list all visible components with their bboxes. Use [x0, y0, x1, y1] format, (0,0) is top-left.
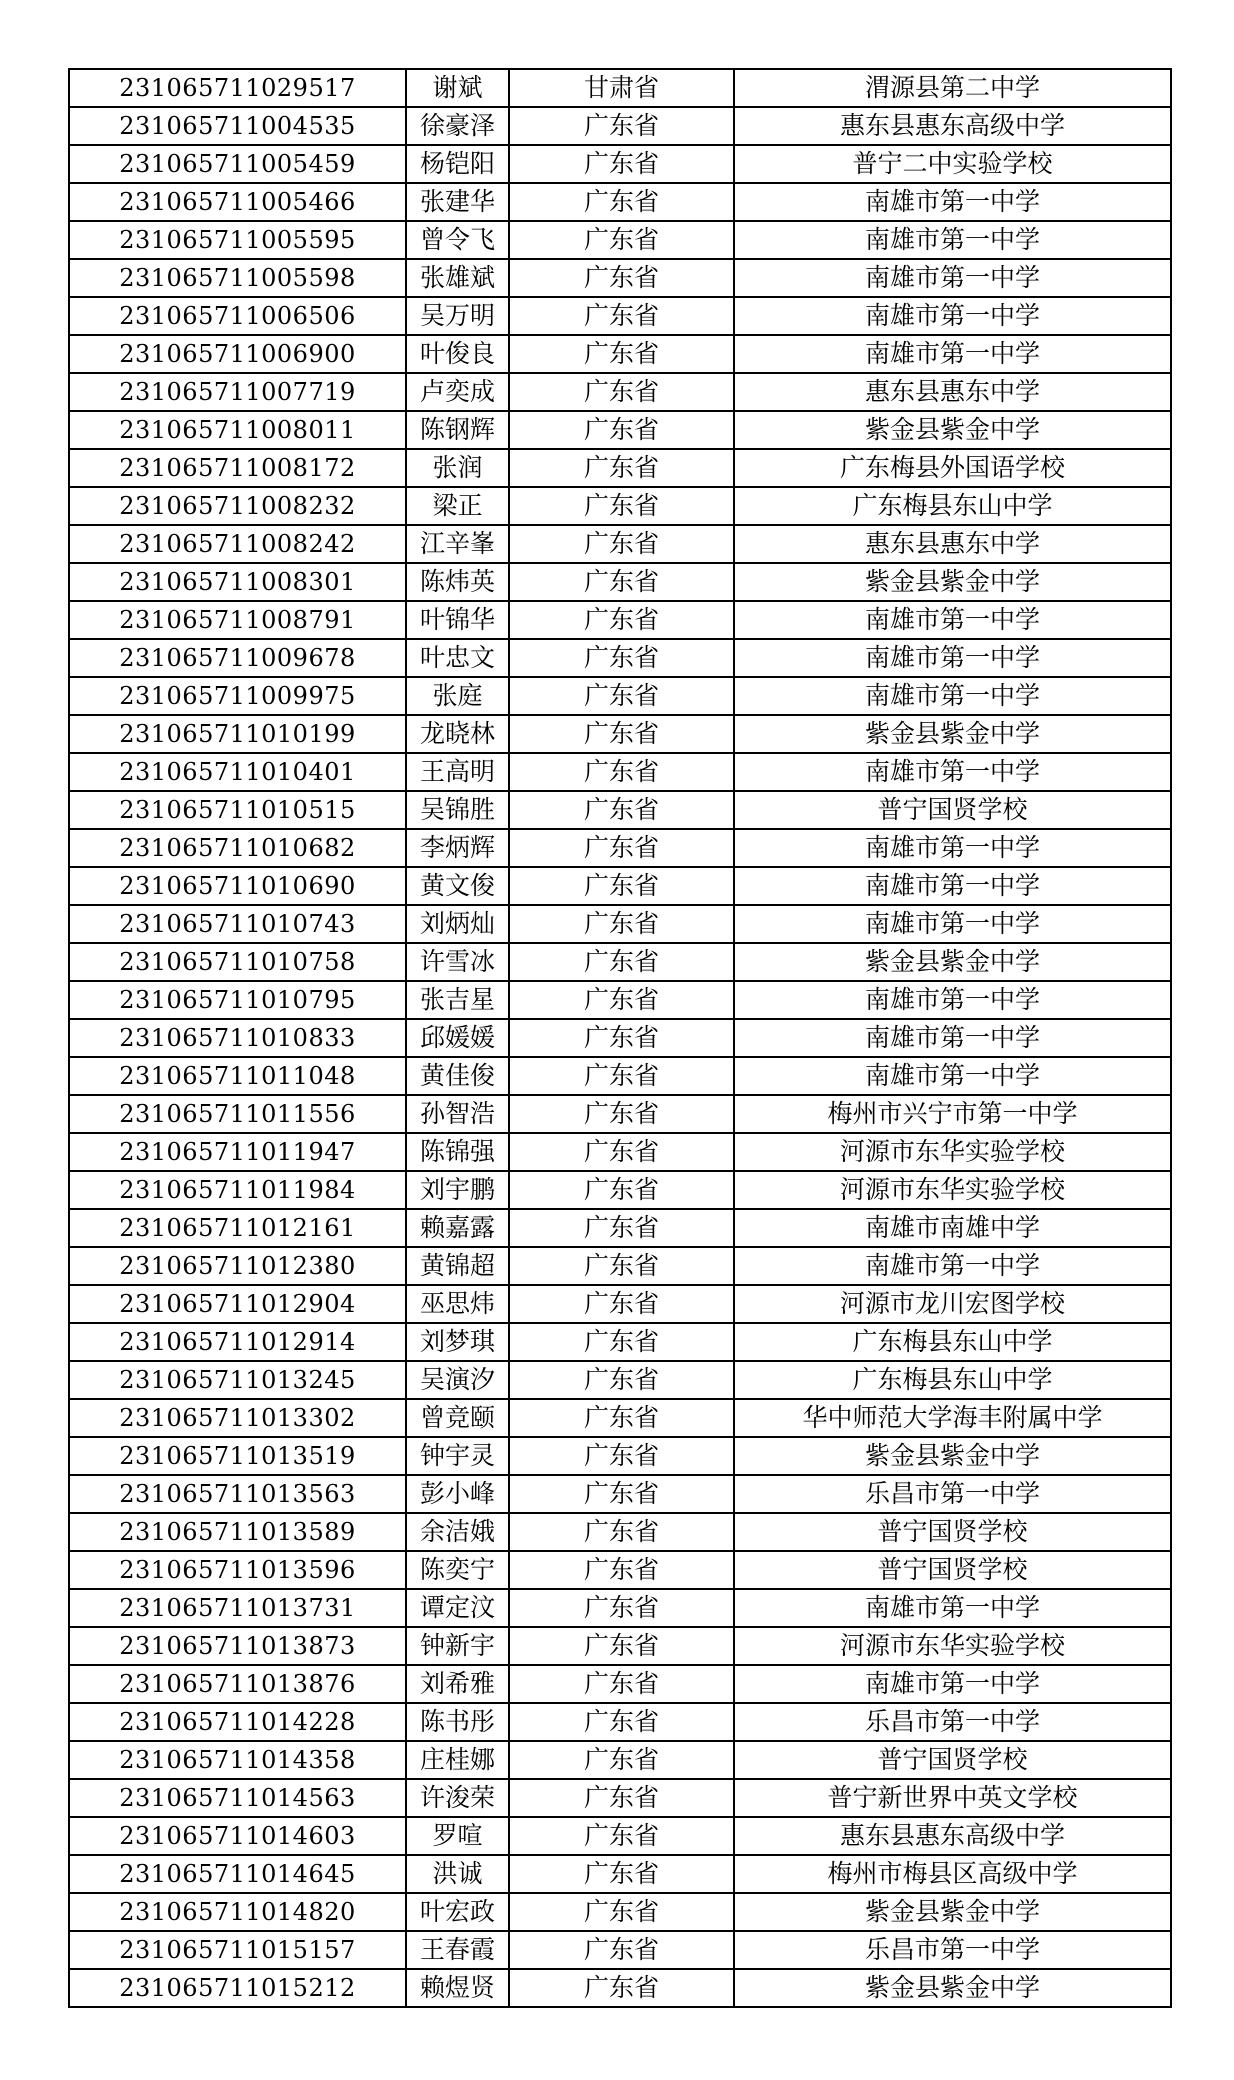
student-name-cell: 陈炜英 — [406, 563, 509, 601]
student-name-cell: 梁正 — [406, 487, 509, 525]
table-row — [69, 1399, 1171, 1437]
school-name-cell: 南雄市南雄中学 — [734, 1209, 1171, 1247]
student-name-cell: 刘梦琪 — [406, 1323, 509, 1361]
table-row — [69, 1855, 1171, 1893]
table-row — [69, 1741, 1171, 1779]
table-row — [69, 1475, 1171, 1513]
student-name-cell: 罗喧 — [406, 1817, 509, 1855]
province-cell: 广东省 — [509, 715, 734, 753]
candidate-id-cell: 231065711013731 — [69, 1589, 406, 1627]
table-row — [69, 829, 1171, 867]
province-cell: 广东省 — [509, 1589, 734, 1627]
school-name-cell: 普宁国贤学校 — [734, 791, 1171, 829]
table-row — [69, 1361, 1171, 1399]
school-name-cell: 南雄市第一中学 — [734, 183, 1171, 221]
school-name-cell: 南雄市第一中学 — [734, 829, 1171, 867]
student-name-cell: 吴演汐 — [406, 1361, 509, 1399]
province-cell: 广东省 — [509, 1019, 734, 1057]
province-cell: 广东省 — [509, 1133, 734, 1171]
candidate-id-cell: 231065711013563 — [69, 1475, 406, 1513]
candidate-id-cell: 231065711010515 — [69, 791, 406, 829]
candidate-id-cell: 231065711014820 — [69, 1893, 406, 1931]
province-cell: 广东省 — [509, 107, 734, 145]
school-name-cell: 普宁国贤学校 — [734, 1551, 1171, 1589]
table-row — [69, 1513, 1171, 1551]
province-cell: 广东省 — [509, 867, 734, 905]
province-cell: 广东省 — [509, 525, 734, 563]
province-cell: 广东省 — [509, 1665, 734, 1703]
student-name-cell: 杨铠阳 — [406, 145, 509, 183]
candidate-id-cell: 231065711029517 — [69, 69, 406, 107]
school-name-cell: 普宁国贤学校 — [734, 1741, 1171, 1779]
student-name-cell: 刘希雅 — [406, 1665, 509, 1703]
table-row — [69, 1057, 1171, 1095]
table-row — [69, 1893, 1171, 1931]
table-row — [69, 221, 1171, 259]
student-name-cell: 王高明 — [406, 753, 509, 791]
table-row — [69, 715, 1171, 753]
table-row — [69, 1133, 1171, 1171]
table-row — [69, 297, 1171, 335]
student-name-cell: 王春霞 — [406, 1931, 509, 1969]
school-name-cell: 紫金县紫金中学 — [734, 411, 1171, 449]
candidate-id-cell: 231065711015212 — [69, 1969, 406, 2007]
school-name-cell: 南雄市第一中学 — [734, 297, 1171, 335]
table-row — [69, 107, 1171, 145]
school-name-cell: 南雄市第一中学 — [734, 259, 1171, 297]
school-name-cell: 普宁国贤学校 — [734, 1513, 1171, 1551]
candidate-id-cell: 231065711014358 — [69, 1741, 406, 1779]
candidate-id-cell: 231065711005595 — [69, 221, 406, 259]
student-name-cell: 彭小峰 — [406, 1475, 509, 1513]
student-name-cell: 曾竞颐 — [406, 1399, 509, 1437]
province-cell: 广东省 — [509, 449, 734, 487]
province-cell: 广东省 — [509, 1741, 734, 1779]
student-name-cell: 孙智浩 — [406, 1095, 509, 1133]
student-name-cell: 刘宇鹏 — [406, 1171, 509, 1209]
student-name-cell: 吴锦胜 — [406, 791, 509, 829]
school-name-cell: 乐昌市第一中学 — [734, 1931, 1171, 1969]
table-row — [69, 69, 1171, 107]
table-row — [69, 1323, 1171, 1361]
school-name-cell: 紫金县紫金中学 — [734, 1437, 1171, 1475]
province-cell: 广东省 — [509, 563, 734, 601]
student-name-cell: 李炳辉 — [406, 829, 509, 867]
candidate-id-cell: 231065711011556 — [69, 1095, 406, 1133]
student-name-cell: 钟宇灵 — [406, 1437, 509, 1475]
candidate-id-cell: 231065711013302 — [69, 1399, 406, 1437]
province-cell: 甘肃省 — [509, 69, 734, 107]
candidate-id-cell: 231065711010401 — [69, 753, 406, 791]
student-name-cell: 张吉星 — [406, 981, 509, 1019]
candidate-id-cell: 231065711013519 — [69, 1437, 406, 1475]
school-name-cell: 南雄市第一中学 — [734, 1247, 1171, 1285]
candidate-id-cell: 231065711012904 — [69, 1285, 406, 1323]
table-row — [69, 1589, 1171, 1627]
student-name-cell: 庄桂娜 — [406, 1741, 509, 1779]
table-row — [69, 981, 1171, 1019]
student-name-cell: 张庭 — [406, 677, 509, 715]
table-row — [69, 1209, 1171, 1247]
province-cell: 广东省 — [509, 1513, 734, 1551]
table-row — [69, 1665, 1171, 1703]
table-row — [69, 905, 1171, 943]
candidate-id-cell: 231065711008791 — [69, 601, 406, 639]
student-name-cell: 赖嘉露 — [406, 1209, 509, 1247]
student-name-cell: 江辛峯 — [406, 525, 509, 563]
table-row — [69, 753, 1171, 791]
province-cell: 广东省 — [509, 677, 734, 715]
candidate-id-cell: 231065711004535 — [69, 107, 406, 145]
candidate-id-cell: 231065711014228 — [69, 1703, 406, 1741]
table-row — [69, 183, 1171, 221]
province-cell: 广东省 — [509, 601, 734, 639]
table-row — [69, 373, 1171, 411]
table-row — [69, 411, 1171, 449]
school-name-cell: 紫金县紫金中学 — [734, 715, 1171, 753]
table-row — [69, 1247, 1171, 1285]
candidate-id-cell: 231065711010743 — [69, 905, 406, 943]
school-name-cell: 南雄市第一中学 — [734, 905, 1171, 943]
province-cell: 广东省 — [509, 1779, 734, 1817]
school-name-cell: 紫金县紫金中学 — [734, 1893, 1171, 1931]
candidate-id-cell: 231065711008172 — [69, 449, 406, 487]
student-name-cell: 陈奕宁 — [406, 1551, 509, 1589]
candidate-id-cell: 231065711012914 — [69, 1323, 406, 1361]
student-name-cell: 巫思炜 — [406, 1285, 509, 1323]
province-cell: 广东省 — [509, 297, 734, 335]
student-name-cell: 张雄斌 — [406, 259, 509, 297]
school-name-cell: 南雄市第一中学 — [734, 1665, 1171, 1703]
student-name-cell: 徐豪泽 — [406, 107, 509, 145]
candidate-id-cell: 231065711005466 — [69, 183, 406, 221]
candidate-id-cell: 231065711005598 — [69, 259, 406, 297]
student-name-cell: 黄锦超 — [406, 1247, 509, 1285]
candidate-id-cell: 231065711009678 — [69, 639, 406, 677]
candidate-id-cell: 231065711008232 — [69, 487, 406, 525]
table-row — [69, 601, 1171, 639]
province-cell: 广东省 — [509, 1095, 734, 1133]
table-row — [69, 1095, 1171, 1133]
table-row — [69, 1627, 1171, 1665]
school-name-cell: 紫金县紫金中学 — [734, 943, 1171, 981]
school-name-cell: 广东梅县外国语学校 — [734, 449, 1171, 487]
school-name-cell: 南雄市第一中学 — [734, 867, 1171, 905]
candidate-id-cell: 231065711010833 — [69, 1019, 406, 1057]
candidate-id-cell: 231065711014603 — [69, 1817, 406, 1855]
province-cell: 广东省 — [509, 1285, 734, 1323]
table-row — [69, 259, 1171, 297]
province-cell: 广东省 — [509, 981, 734, 1019]
candidate-id-cell: 231065711007719 — [69, 373, 406, 411]
province-cell: 广东省 — [509, 1475, 734, 1513]
province-cell: 广东省 — [509, 183, 734, 221]
candidate-id-cell: 231065711011048 — [69, 1057, 406, 1095]
table-row — [69, 487, 1171, 525]
table-row — [69, 1703, 1171, 1741]
province-cell: 广东省 — [509, 639, 734, 677]
province-cell: 广东省 — [509, 1323, 734, 1361]
province-cell: 广东省 — [509, 221, 734, 259]
table-row — [69, 677, 1171, 715]
student-name-cell: 叶宏政 — [406, 1893, 509, 1931]
candidate-id-cell: 231065711005459 — [69, 145, 406, 183]
school-name-cell: 惠东县惠东高级中学 — [734, 1817, 1171, 1855]
candidate-id-cell: 231065711012380 — [69, 1247, 406, 1285]
school-name-cell: 南雄市第一中学 — [734, 677, 1171, 715]
candidate-id-cell: 231065711012161 — [69, 1209, 406, 1247]
school-name-cell: 南雄市第一中学 — [734, 221, 1171, 259]
province-cell: 广东省 — [509, 1209, 734, 1247]
school-name-cell: 南雄市第一中学 — [734, 335, 1171, 373]
table-row — [69, 1551, 1171, 1589]
province-cell: 广东省 — [509, 1437, 734, 1475]
school-name-cell: 乐昌市第一中学 — [734, 1475, 1171, 1513]
province-cell: 广东省 — [509, 411, 734, 449]
student-list-table — [68, 68, 1172, 2008]
province-cell: 广东省 — [509, 1551, 734, 1589]
candidate-id-cell: 231065711013245 — [69, 1361, 406, 1399]
table-row — [69, 1969, 1171, 2007]
table-row — [69, 867, 1171, 905]
province-cell: 广东省 — [509, 1361, 734, 1399]
school-name-cell: 惠东县惠东高级中学 — [734, 107, 1171, 145]
candidate-id-cell: 231065711010682 — [69, 829, 406, 867]
student-name-cell: 张润 — [406, 449, 509, 487]
table-row — [69, 449, 1171, 487]
candidate-id-cell: 231065711015157 — [69, 1931, 406, 1969]
school-name-cell: 普宁二中实验学校 — [734, 145, 1171, 183]
province-cell: 广东省 — [509, 1931, 734, 1969]
candidate-id-cell: 231065711013873 — [69, 1627, 406, 1665]
student-name-cell: 曾令飞 — [406, 221, 509, 259]
student-name-cell: 卢奕成 — [406, 373, 509, 411]
province-cell: 广东省 — [509, 1969, 734, 2007]
province-cell: 广东省 — [509, 943, 734, 981]
school-name-cell: 梅州市梅县区高级中学 — [734, 1855, 1171, 1893]
table-row — [69, 1019, 1171, 1057]
candidate-id-cell: 231065711011947 — [69, 1133, 406, 1171]
province-cell: 广东省 — [509, 1171, 734, 1209]
province-cell: 广东省 — [509, 373, 734, 411]
school-name-cell: 河源市东华实验学校 — [734, 1171, 1171, 1209]
candidate-id-cell: 231065711013876 — [69, 1665, 406, 1703]
student-name-cell: 赖煜贤 — [406, 1969, 509, 2007]
province-cell: 广东省 — [509, 1855, 734, 1893]
school-name-cell: 河源市东华实验学校 — [734, 1627, 1171, 1665]
province-cell: 广东省 — [509, 791, 734, 829]
table-row — [69, 1171, 1171, 1209]
province-cell: 广东省 — [509, 1057, 734, 1095]
candidate-id-cell: 231065711010690 — [69, 867, 406, 905]
candidate-id-cell: 231065711006900 — [69, 335, 406, 373]
student-name-cell: 陈钢辉 — [406, 411, 509, 449]
table-row — [69, 1931, 1171, 1969]
school-name-cell: 华中师范大学海丰附属中学 — [734, 1399, 1171, 1437]
candidate-id-cell: 231065711013596 — [69, 1551, 406, 1589]
province-cell: 广东省 — [509, 1247, 734, 1285]
province-cell: 广东省 — [509, 1893, 734, 1931]
candidate-id-cell: 231065711010199 — [69, 715, 406, 753]
student-name-cell: 陈锦强 — [406, 1133, 509, 1171]
school-name-cell: 广东梅县东山中学 — [734, 487, 1171, 525]
province-cell: 广东省 — [509, 1399, 734, 1437]
table-row — [69, 525, 1171, 563]
table-body — [69, 69, 1171, 2007]
school-name-cell: 紫金县紫金中学 — [734, 1969, 1171, 2007]
candidate-id-cell: 231065711008011 — [69, 411, 406, 449]
school-name-cell: 广东梅县东山中学 — [734, 1323, 1171, 1361]
province-cell: 广东省 — [509, 829, 734, 867]
school-name-cell: 惠东县惠东中学 — [734, 525, 1171, 563]
student-name-cell: 黄佳俊 — [406, 1057, 509, 1095]
table-row — [69, 1817, 1171, 1855]
student-name-cell: 谢斌 — [406, 69, 509, 107]
candidate-id-cell: 231065711013589 — [69, 1513, 406, 1551]
school-name-cell: 南雄市第一中学 — [734, 1057, 1171, 1095]
school-name-cell: 南雄市第一中学 — [734, 1019, 1171, 1057]
candidate-id-cell: 231065711010795 — [69, 981, 406, 1019]
table-row — [69, 639, 1171, 677]
school-name-cell: 普宁新世界中英文学校 — [734, 1779, 1171, 1817]
student-name-cell: 陈书彤 — [406, 1703, 509, 1741]
province-cell: 广东省 — [509, 335, 734, 373]
province-cell: 广东省 — [509, 145, 734, 183]
table-row — [69, 145, 1171, 183]
document-page — [68, 68, 1170, 2008]
table-row — [69, 335, 1171, 373]
school-name-cell: 河源市东华实验学校 — [734, 1133, 1171, 1171]
student-name-cell: 余洁娥 — [406, 1513, 509, 1551]
school-name-cell: 南雄市第一中学 — [734, 639, 1171, 677]
student-name-cell: 谭定汶 — [406, 1589, 509, 1627]
school-name-cell: 惠东县惠东中学 — [734, 373, 1171, 411]
school-name-cell: 广东梅县东山中学 — [734, 1361, 1171, 1399]
province-cell: 广东省 — [509, 1817, 734, 1855]
candidate-id-cell: 231065711011984 — [69, 1171, 406, 1209]
candidate-id-cell: 231065711014645 — [69, 1855, 406, 1893]
student-name-cell: 黄文俊 — [406, 867, 509, 905]
table-row — [69, 791, 1171, 829]
student-name-cell: 张建华 — [406, 183, 509, 221]
candidate-id-cell: 231065711009975 — [69, 677, 406, 715]
table-row — [69, 1437, 1171, 1475]
student-name-cell: 许浚荣 — [406, 1779, 509, 1817]
province-cell: 广东省 — [509, 487, 734, 525]
province-cell: 广东省 — [509, 259, 734, 297]
student-name-cell: 邱媛媛 — [406, 1019, 509, 1057]
student-name-cell: 叶锦华 — [406, 601, 509, 639]
student-name-cell: 许雪冰 — [406, 943, 509, 981]
school-name-cell: 南雄市第一中学 — [734, 981, 1171, 1019]
province-cell: 广东省 — [509, 753, 734, 791]
table-row — [69, 1779, 1171, 1817]
school-name-cell: 梅州市兴宁市第一中学 — [734, 1095, 1171, 1133]
school-name-cell: 南雄市第一中学 — [734, 753, 1171, 791]
school-name-cell: 紫金县紫金中学 — [734, 563, 1171, 601]
student-name-cell: 叶俊良 — [406, 335, 509, 373]
student-name-cell: 钟新宇 — [406, 1627, 509, 1665]
student-name-cell: 刘炳灿 — [406, 905, 509, 943]
student-name-cell: 龙晓林 — [406, 715, 509, 753]
table-row — [69, 563, 1171, 601]
table-row — [69, 943, 1171, 981]
school-name-cell: 南雄市第一中学 — [734, 601, 1171, 639]
candidate-id-cell: 231065711014563 — [69, 1779, 406, 1817]
table-row — [69, 1285, 1171, 1323]
province-cell: 广东省 — [509, 1627, 734, 1665]
candidate-id-cell: 231065711008301 — [69, 563, 406, 601]
school-name-cell: 南雄市第一中学 — [734, 1589, 1171, 1627]
province-cell: 广东省 — [509, 905, 734, 943]
school-name-cell: 乐昌市第一中学 — [734, 1703, 1171, 1741]
school-name-cell: 渭源县第二中学 — [734, 69, 1171, 107]
candidate-id-cell: 231065711006506 — [69, 297, 406, 335]
student-name-cell: 洪诚 — [406, 1855, 509, 1893]
student-name-cell: 吴万明 — [406, 297, 509, 335]
school-name-cell: 河源市龙川宏图学校 — [734, 1285, 1171, 1323]
province-cell: 广东省 — [509, 1703, 734, 1741]
candidate-id-cell: 231065711010758 — [69, 943, 406, 981]
student-name-cell: 叶忠文 — [406, 639, 509, 677]
candidate-id-cell: 231065711008242 — [69, 525, 406, 563]
